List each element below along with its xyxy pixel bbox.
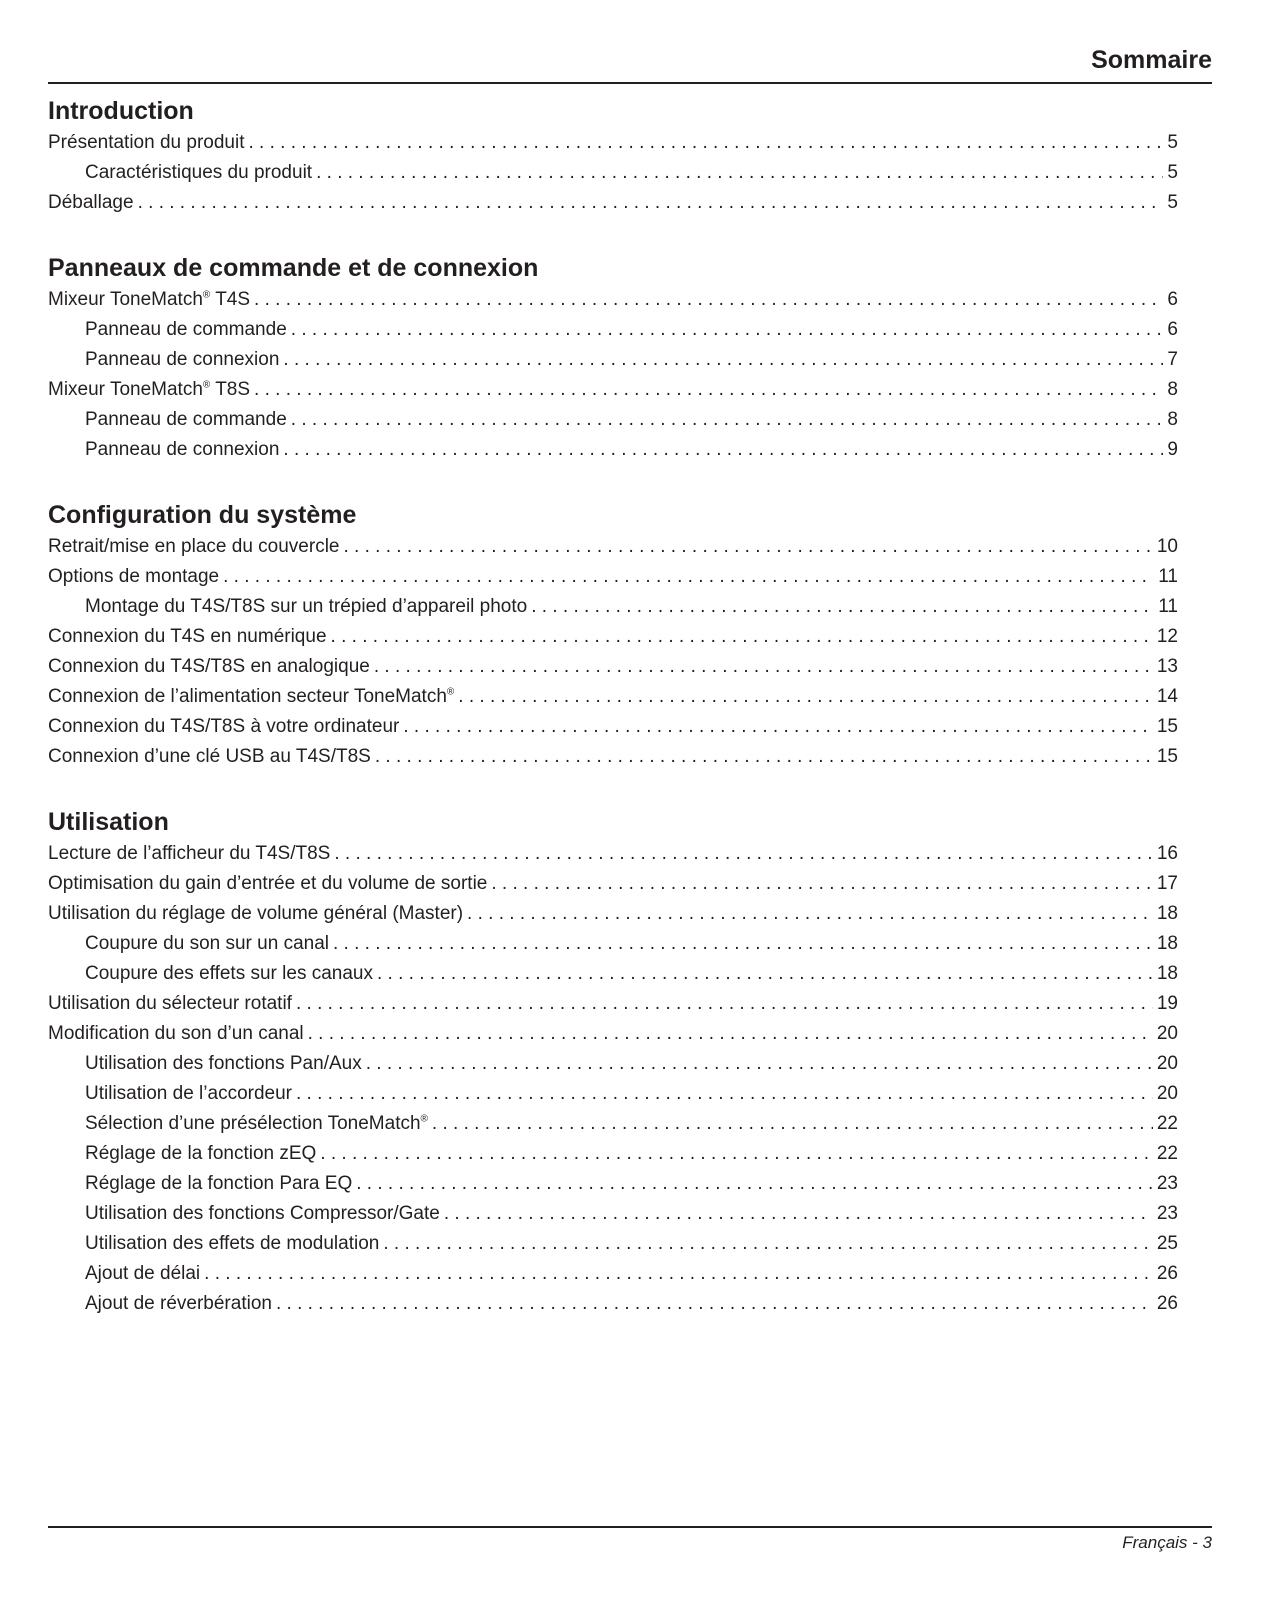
toc-entry[interactable] — [48, 622, 1178, 652]
toc-entry[interactable] — [48, 562, 1178, 592]
toc-entry-title: Connexion du T4S en numérique — [48, 626, 327, 647]
table-of-contents — [48, 94, 1178, 1319]
toc-entry-title: Réglage de la fonction zEQ — [85, 1143, 317, 1164]
toc-entry-title: Utilisation du sélecteur rotatif — [48, 993, 292, 1014]
dot-leader — [467, 899, 1153, 929]
toc-entry-page: 11 — [1158, 566, 1178, 587]
toc-entry-title: Utilisation des effets de modulation — [85, 1233, 380, 1254]
dot-leader — [333, 929, 1153, 959]
dot-leader — [491, 869, 1152, 899]
toc-entry[interactable] — [48, 315, 1178, 345]
toc-entry-title: Panneau de commande — [85, 319, 287, 340]
toc-entry-page: 20 — [1156, 1083, 1178, 1104]
toc-entry-page: 8 — [1167, 379, 1178, 400]
toc-entry[interactable] — [48, 405, 1178, 435]
dot-leader — [377, 959, 1153, 989]
toc-section — [48, 94, 1178, 218]
dot-leader — [204, 1259, 1153, 1289]
toc-entry-page: 18 — [1156, 963, 1178, 984]
toc-entry-title: Connexion d’une clé USB au T4S/T8S — [48, 746, 371, 767]
toc-entry-page: 23 — [1156, 1203, 1178, 1224]
page-header — [48, 38, 1212, 84]
toc-entry[interactable] — [48, 1229, 1178, 1259]
toc-entry-title: Options de montage — [48, 566, 220, 587]
dot-leader — [296, 989, 1153, 1019]
toc-entry-title: Utilisation de l’accordeur — [85, 1083, 292, 1104]
toc-section — [48, 498, 1178, 772]
toc-entry-title: Coupure des effets sur les canaux — [85, 963, 373, 984]
dot-leader — [320, 1139, 1153, 1169]
toc-entry-title: Utilisation des fonctions Compressor/Gate — [85, 1203, 440, 1224]
dot-leader — [316, 158, 1163, 188]
toc-entry-page: 23 — [1156, 1173, 1178, 1194]
dot-leader — [403, 712, 1152, 742]
dot-leader — [444, 1199, 1153, 1229]
toc-entry-title: Sélection d’une présélection ToneMatch® — [85, 1113, 428, 1134]
registered-mark: ® — [202, 379, 211, 391]
toc-entry[interactable] — [48, 1049, 1178, 1079]
toc-entry[interactable] — [48, 742, 1178, 772]
toc-entry-page: 20 — [1156, 1023, 1178, 1044]
toc-list — [48, 285, 1178, 465]
section-heading: Configuration du système — [48, 501, 357, 529]
dot-leader — [248, 128, 1163, 158]
toc-entry-title: Panneau de commande — [85, 409, 287, 430]
dot-leader — [296, 1079, 1153, 1109]
toc-entry[interactable] — [48, 285, 1178, 315]
toc-entry-page: 6 — [1167, 289, 1178, 310]
toc-list — [48, 839, 1178, 1319]
toc-entry-title: Connexion du T4S/T8S à votre ordinateur — [48, 716, 400, 737]
toc-list — [48, 128, 1178, 218]
dot-leader — [375, 742, 1153, 772]
toc-entry-title: Lecture de l’afficheur du T4S/T8S — [48, 843, 331, 864]
dot-leader — [343, 532, 1152, 562]
toc-entry[interactable] — [48, 1199, 1178, 1229]
toc-entry[interactable] — [48, 158, 1178, 188]
toc-entry-title: Ajout de réverbération — [85, 1293, 272, 1314]
section-heading: Panneaux de commande et de connexion — [48, 254, 539, 282]
toc-entry-title: Réglage de la fonction Para EQ — [85, 1173, 353, 1194]
toc-section — [48, 251, 1178, 465]
toc-entry-title: Utilisation du réglage de volume général (Master) — [48, 903, 464, 924]
toc-entry-page: 9 — [1167, 439, 1178, 460]
toc-list — [48, 532, 1178, 772]
toc-entry-page: 15 — [1156, 746, 1178, 767]
dot-leader — [308, 1019, 1153, 1049]
toc-entry[interactable] — [48, 1109, 1178, 1139]
toc-entry-page: 16 — [1156, 843, 1178, 864]
toc-entry[interactable] — [48, 1289, 1178, 1319]
toc-entry[interactable] — [48, 1139, 1178, 1169]
toc-entry-page: 22 — [1156, 1113, 1178, 1134]
dot-leader — [331, 622, 1153, 652]
toc-entry[interactable] — [48, 375, 1178, 405]
toc-entry-page: 7 — [1167, 349, 1178, 370]
toc-entry[interactable] — [48, 1169, 1178, 1199]
dot-leader — [366, 1049, 1153, 1079]
dot-leader — [254, 375, 1163, 405]
dot-leader — [223, 562, 1154, 592]
dot-leader — [283, 345, 1163, 375]
toc-entry[interactable] — [48, 128, 1178, 158]
toc-entry-page: 25 — [1156, 1233, 1178, 1254]
toc-entry-page: 22 — [1156, 1143, 1178, 1164]
toc-entry-page: 26 — [1156, 1293, 1178, 1314]
dot-leader — [291, 315, 1164, 345]
toc-entry[interactable] — [48, 435, 1178, 465]
toc-entry[interactable] — [48, 929, 1178, 959]
toc-entry-title: Montage du T4S/T8S sur un trépied d’appareil photo — [85, 596, 528, 617]
dot-leader — [283, 435, 1163, 465]
toc-entry-title: Connexion de l’alimentation secteur ToneMatch® — [48, 686, 455, 707]
registered-mark: ® — [446, 686, 455, 698]
toc-entry-title: Panneau de connexion — [85, 439, 280, 460]
toc-entry-page: 5 — [1167, 132, 1178, 153]
registered-mark: ® — [420, 1113, 428, 1125]
toc-entry[interactable] — [48, 682, 1178, 712]
toc-entry-title: Connexion du T4S/T8S en analogique — [48, 656, 370, 677]
page-title: Sommaire — [1091, 46, 1212, 74]
dot-leader — [276, 1289, 1153, 1319]
registered-mark: ® — [202, 289, 211, 301]
toc-entry-title: Utilisation des fonctions Pan/Aux — [85, 1053, 362, 1074]
dot-leader — [254, 285, 1163, 315]
toc-entry[interactable] — [48, 712, 1178, 742]
toc-entry-page: 26 — [1156, 1263, 1178, 1284]
toc-entry[interactable] — [48, 1019, 1178, 1049]
toc-entry-title: Panneau de connexion — [85, 349, 280, 370]
toc-entry[interactable] — [48, 1259, 1178, 1289]
toc-entry-page: 12 — [1156, 626, 1178, 647]
toc-entry[interactable] — [48, 188, 1178, 218]
page-footer — [48, 1526, 1212, 1552]
toc-entry-page: 20 — [1156, 1053, 1178, 1074]
toc-entry-title: Coupure du son sur un canal — [85, 933, 329, 954]
section-heading: Introduction — [48, 97, 194, 125]
toc-entry-page: 17 — [1156, 873, 1178, 894]
toc-entry[interactable] — [48, 345, 1178, 375]
dot-leader — [356, 1169, 1153, 1199]
toc-entry-page: 13 — [1156, 656, 1178, 677]
toc-entry-title: Optimisation du gain d’entrée et du volume de sortie — [48, 873, 488, 894]
toc-entry-page: 18 — [1156, 933, 1178, 954]
toc-entry-page: 6 — [1167, 319, 1178, 340]
toc-entry[interactable] — [48, 652, 1178, 682]
dot-leader — [374, 652, 1153, 682]
toc-section — [48, 805, 1178, 1319]
footer-page-label: Français - 3 — [1122, 1533, 1212, 1552]
toc-entry[interactable] — [48, 592, 1178, 622]
toc-entry[interactable] — [48, 1079, 1178, 1109]
dot-leader — [291, 405, 1164, 435]
toc-entry-title: Ajout de délai — [85, 1263, 201, 1284]
toc-entry-title: Déballage — [48, 192, 134, 213]
toc-entry-title: Mixeur ToneMatch® T8S — [48, 379, 251, 400]
toc-entry-page: 11 — [1158, 596, 1178, 617]
toc-entry-page: 5 — [1167, 162, 1178, 183]
toc-entry-page: 14 — [1156, 686, 1178, 707]
toc-entry[interactable] — [48, 839, 1178, 869]
toc-entry[interactable] — [48, 989, 1178, 1019]
toc-entry[interactable] — [48, 532, 1178, 562]
toc-entry-title: Caractéristiques du produit — [85, 162, 313, 183]
toc-entry[interactable] — [48, 869, 1178, 899]
dot-leader — [383, 1229, 1153, 1259]
toc-entry-title: Modification du son d’un canal — [48, 1023, 304, 1044]
toc-entry-title: Mixeur ToneMatch® T4S — [48, 289, 251, 310]
dot-leader — [458, 682, 1153, 712]
toc-entry-page: 10 — [1156, 536, 1178, 557]
toc-entry-title: Présentation du produit — [48, 132, 245, 153]
section-heading: Utilisation — [48, 808, 169, 836]
toc-entry-page: 15 — [1156, 716, 1178, 737]
dot-leader — [432, 1109, 1153, 1139]
toc-entry-page: 19 — [1156, 993, 1178, 1014]
dot-leader — [531, 592, 1154, 622]
toc-entry-page: 18 — [1156, 903, 1178, 924]
toc-entry[interactable] — [48, 959, 1178, 989]
toc-entry-title: Retrait/mise en place du couvercle — [48, 536, 340, 557]
dot-leader — [138, 188, 1164, 218]
toc-entry[interactable] — [48, 899, 1178, 929]
toc-entry-page: 5 — [1167, 192, 1178, 213]
toc-entry-page: 8 — [1167, 409, 1178, 430]
dot-leader — [334, 839, 1153, 869]
